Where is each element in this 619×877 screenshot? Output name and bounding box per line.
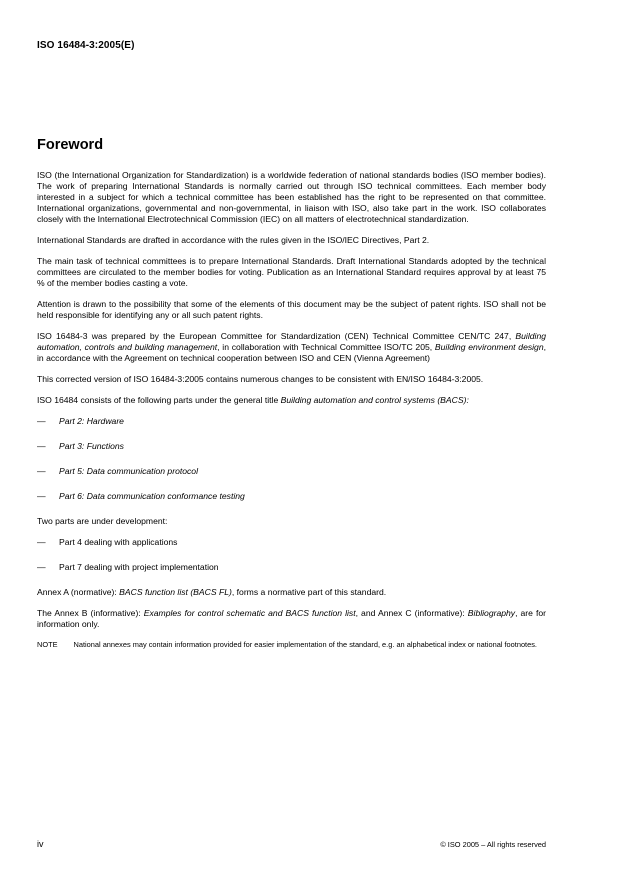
list-item	[37, 441, 546, 452]
dash-bullet: —	[37, 441, 46, 451]
list-item-text: Part 2: Hardware	[59, 416, 124, 426]
prepared-by-committee-title: Building automation, controls and building management	[37, 331, 546, 352]
paragraph-directives: International Standards are drafted in accordance with the rules given in the ISO/IEC Directives, Part 2.	[37, 235, 430, 245]
page-title: Foreword	[37, 137, 104, 153]
list-item-text: Part 4 dealing with applications	[59, 537, 178, 547]
foreword-body	[37, 170, 546, 660]
prepared-by-iso-tc-title: Building environment design	[434, 342, 544, 352]
list-item-text: Part 5: Data communication protocol	[59, 466, 198, 476]
list-item-text: Part 7 dealing with project implementation	[59, 562, 219, 572]
prepared-by-text-3: , in accordance with the Agreement on technical cooperation between ISO and CEN (Vienna Agreement)	[37, 342, 547, 363]
list-item	[37, 466, 546, 477]
note-text: National annexes may contain information provided for easier implementation of the standard, e.g. an alphabetical index or national footnotes.	[73, 640, 537, 649]
parts-intro-text: ISO 16484 consists of the following parts under the general title	[37, 395, 281, 405]
list-item	[37, 537, 546, 548]
development-list	[37, 537, 546, 573]
list-item	[37, 416, 546, 427]
paragraph-corrected-version: This corrected version of ISO 16484-3:2005 contains numerous changes to be consistent with EN/ISO 16484-3:2005.	[37, 374, 484, 384]
list-item	[37, 562, 546, 573]
dash-bullet: —	[37, 491, 46, 501]
annex-c-text-2: , are for information only.	[37, 608, 547, 629]
dash-bullet: —	[37, 537, 46, 547]
annex-a-title: BACS function list (BACS FL)	[119, 587, 232, 597]
paragraph-annex-a	[37, 587, 546, 598]
paragraph-annex-b-c	[37, 608, 546, 630]
paragraph-patent-rights: Attention is drawn to the possibility that some of the elements of this document may be the subject of patent rights. ISO shall not be held responsible for identifying any or all such patent rights.	[37, 299, 546, 320]
annex-b-title: Examples for control schematic and BACS function list	[143, 608, 356, 618]
annex-a-text-1: Annex A (normative):	[37, 587, 120, 597]
paragraph-technical-committees: The main task of technical committees is to prepare International Standards. Draft International Standards adopted by the technical committees are circulated to the member bodies for voting. Publication as an International Standard requires approval by at least 75 % of the member bodies casting a vote.	[37, 256, 546, 288]
page-number: iv	[37, 839, 44, 849]
annex-b-text-1: The Annex B (informative):	[37, 608, 144, 618]
paragraph-iso-intro: ISO (the International Organization for Standardization) is a worldwide federation of national standards bodies (ISO member bodies). The work of preparing International Standards is normally carried out through ISO technical committees. Each member body interested in a subject for which a technical committee has been established has the right to be represented on that committee. International organizations, governmental and non-governmental, in liaison with ISO, also take part in the work. ISO collaborates closely with the International Electrotechnical Commission (IEC) on all matters of electrotechnical standardization.	[37, 170, 546, 224]
national-annex-note	[37, 640, 546, 650]
dash-bullet: —	[37, 416, 46, 426]
parts-list	[37, 416, 546, 502]
paragraph-parts-intro	[37, 395, 546, 406]
annex-a-text-2: , forms a normative part of this standard.	[231, 587, 387, 597]
note-label: NOTE	[37, 640, 58, 649]
list-item-text: Part 3: Functions	[59, 441, 124, 451]
paragraph-prepared-by	[37, 331, 546, 364]
document-id-header: ISO 16484-3:2005(E)	[37, 40, 135, 51]
paragraph-under-development: Two parts are under development:	[37, 516, 168, 526]
copyright-notice: © ISO 2005 – All rights reserved	[440, 840, 546, 849]
annex-c-text-1: , and Annex C (informative):	[355, 608, 468, 618]
list-item-text: Part 6: Data communication conformance testing	[59, 491, 245, 501]
annex-c-title: Bibliography	[467, 608, 516, 618]
prepared-by-text-2: , in collaboration with Technical Committee ISO/TC 205,	[217, 342, 435, 352]
dash-bullet: —	[37, 562, 46, 572]
parts-general-title: Building automation and control systems (BACS):	[280, 395, 469, 405]
dash-bullet: —	[37, 466, 46, 476]
prepared-by-text-1: ISO 16484-3 was prepared by the European Committee for Standardization (CEN) Technical Committee CEN/TC 247,	[37, 331, 516, 341]
list-item	[37, 491, 546, 502]
